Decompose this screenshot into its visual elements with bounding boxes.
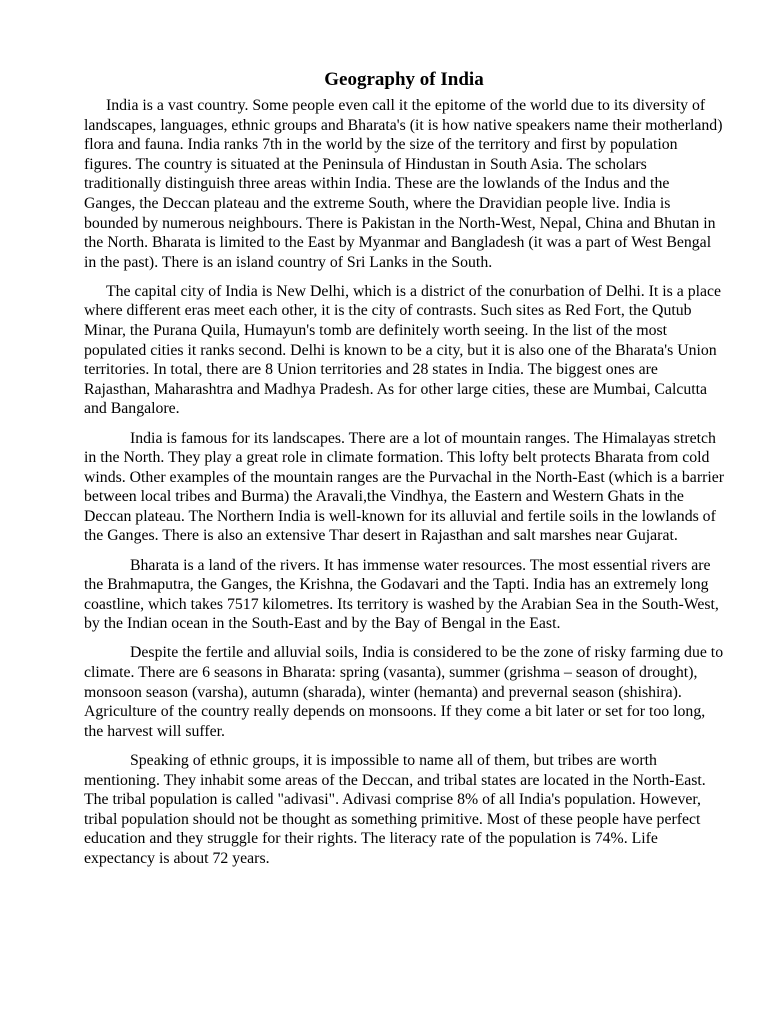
paragraph-climate: Despite the fertile and alluvial soils, India is considered to be the zone of risky farming due to climate. There are 6 seasons in Bharata: spring (vasanta), summer (grishma – season of drought), monsoon season (varsha), autumn (sharada), winter (hemanta) and prevernal season (shishira). Agriculture of the country really depends on monsoons. If they come a bit later or set for too long, the harvest will suffer. bbox=[84, 644, 724, 740]
paragraph-ethnic-groups: Speaking of ethnic groups, it is impossible to name all of them, but tribes are worth mentioning. They inhabit some areas of the Deccan, and tribal states are located in the North-East. The tribal population is called "adivasi". Adivasi comprise 8% of all India's population. However, tribal population should not be thought as something primitive. Most of these people have perfect education and they struggle for their rights. The literacy rate of the population is 74%. Life expectancy is about 72 years. bbox=[84, 751, 706, 867]
paragraph-landscapes: India is famous for its landscapes. There are a lot of mountain ranges. The Himalayas stretch in the North. They play a great role in climate formation. This lofty belt protects Bharata from cold winds. Other examples of the mountain ranges are the Purvachal in the North-East (which is a barrier between local tribes and Burma) the Aravali,the Vindhya, the Eastern and Western Ghats in the Deccan plateau. The Northern India is well-known for its alluvial and fertile soils in the lowlands of the Ganges. There is also an extensive Thar desert in Rajasthan and salt marshes near Gujarat. bbox=[84, 429, 725, 545]
paragraph-capital: The capital city of India is New Delhi, which is a district of the conurbation of Delhi. It is a place where different eras meet each other, it is the city of contrasts. Such sites as Red Fort, the Qutub Minar, the Purana Quila, Humayun's tomb are definitely worth seeing. In the list of the most populated cities it ranks second. Delhi is known to be a city, but it is also one of the Bharata's Union territories. In total, there are 8 Union territories and 28 states in India. The biggest ones are Rajasthan, Maharashtra and Madhya Pradesh. As for other large cities, these are Mumbai, Calcutta and Bangalore. bbox=[84, 282, 722, 418]
paragraph-rivers: Bharata is a land of the rivers. It has immense water resources. The most essential rivers are the Brahmaputra, the Ganges, the Krishna, the Godavari and the Tapti. India has an extremely long coastline, which takes 7517 kilometres. Its territory is washed by the Arabian Sea in the South-West, by the Indian ocean in the South-East and by the Bay of Bengal in the East. bbox=[84, 556, 719, 633]
document-title: Geography of India bbox=[324, 69, 484, 90]
document-page bbox=[84, 66, 724, 878]
paragraph-overview: India is a vast country. Some people even call it the epitome of the world due to its diversity of landscapes, languages, ethnic groups and Bharata's (it is how native speakers name their motherland) flora and fauna. India ranks 7th in the world by the size of the territory and first by population figures. The country is situated at the Peninsula of Hindustan in South Asia. The scholars traditionally distinguish three areas within India. These are the lowlands of the Indus and the Ganges, the Deccan plateau and the extreme South, where the Dravidian people live. India is bounded by numerous neighbours. There is Pakistan in the North-West, Nepal, China and Bhutan in the North. Bharata is limited to the East by Myanmar and Bangladesh (it was a part of West Bengal in the past). There is an island country of Sri Lanks in the South. bbox=[84, 97, 723, 271]
